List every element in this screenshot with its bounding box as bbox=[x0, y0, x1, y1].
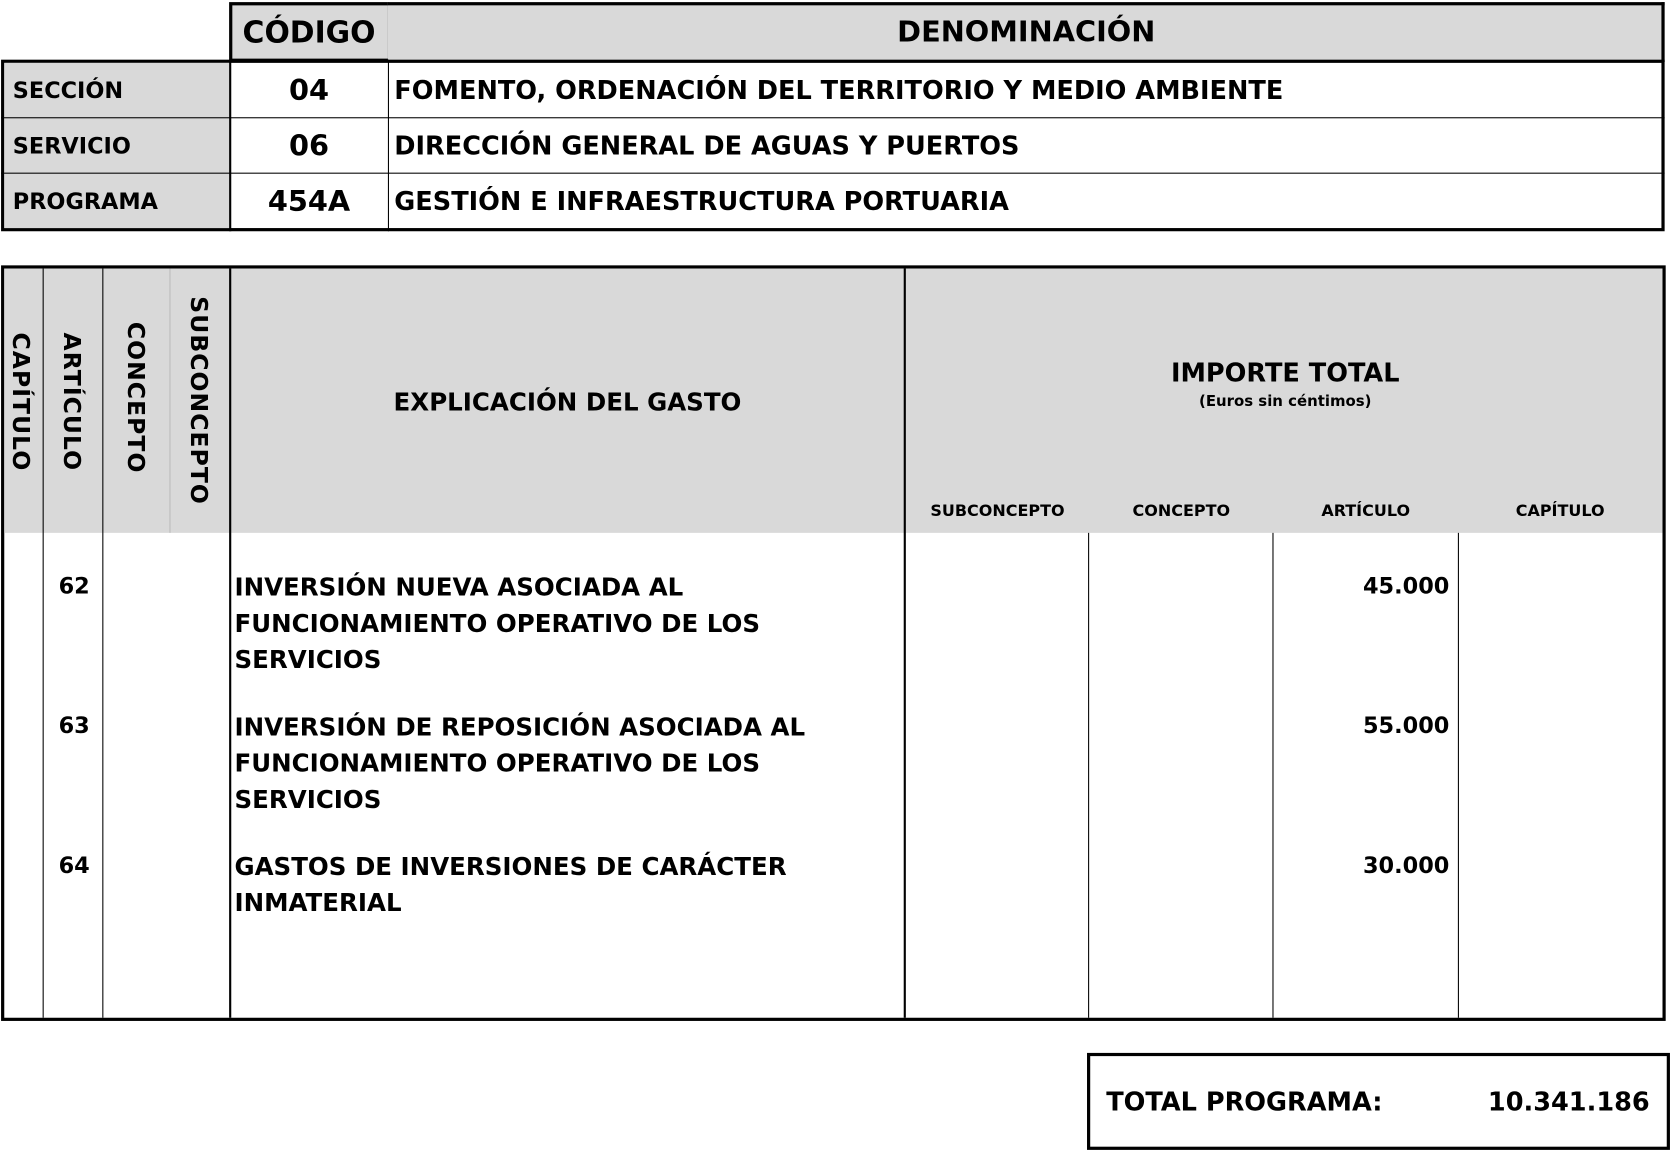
total-value: 10.341.186 bbox=[1487, 1087, 1650, 1117]
row-label: PROGRAMA bbox=[12, 188, 158, 215]
divider bbox=[1272, 533, 1273, 1018]
importe-col-articulo: ARTÍCULO bbox=[1321, 500, 1411, 521]
importe-col-capitulo: CAPÍTULO bbox=[1515, 500, 1605, 521]
col-concepto-header: CONCEPTO bbox=[121, 321, 149, 474]
divider bbox=[1458, 533, 1459, 1018]
row-articulo: 62 bbox=[58, 573, 90, 599]
row-name: DIRECCIÓN GENERAL DE AGUAS Y PUERTOS bbox=[394, 131, 1020, 161]
row-amount-articulo: 45.000 bbox=[1362, 573, 1450, 599]
row-label: SECCIÓN bbox=[12, 77, 124, 104]
importe-total-title: IMPORTE TOTAL bbox=[1170, 358, 1400, 388]
col-explicacion-header: EXPLICACIÓN DEL GASTO bbox=[393, 388, 742, 417]
importe-total-subtitle: (Euros sin céntimos) bbox=[1198, 393, 1372, 411]
row-code: 06 bbox=[289, 129, 330, 163]
importe-col-subconcepto: SUBCONCEPTO bbox=[930, 500, 1065, 521]
row-code: 04 bbox=[289, 74, 330, 108]
total-label: TOTAL PROGRAMA: bbox=[1106, 1087, 1383, 1117]
row-label: SERVICIO bbox=[12, 133, 131, 159]
col-capitulo-header: CAPÍTULO bbox=[6, 332, 34, 472]
row-name: FOMENTO, ORDENACIÓN DEL TERRITORIO Y MEDIO AMBIENTE bbox=[394, 75, 1284, 106]
codigo-header-label: CÓDIGO bbox=[242, 14, 376, 50]
row-description: INVERSIÓN NUEVA ASOCIADA AL FUNCIONAMIENTO OPERATIVO DE LOS SERVICIOS bbox=[234, 574, 761, 675]
row-code: 454A bbox=[267, 184, 351, 218]
row-articulo: 64 bbox=[58, 852, 90, 879]
row-amount-articulo: 55.000 bbox=[1362, 712, 1450, 739]
divider bbox=[43, 269, 44, 1018]
row-amount-articulo: 30.000 bbox=[1362, 852, 1450, 879]
col-subconcepto-header: SUBCONCEPTO bbox=[184, 296, 212, 505]
row-description: INVERSIÓN DE REPOSICIÓN ASOCIADA AL FUNCIONAMIENTO OPERATIVO DE LOS SERVICIOS bbox=[234, 714, 806, 815]
divider bbox=[229, 269, 231, 1018]
row-articulo: 63 bbox=[58, 712, 90, 739]
row-description: GASTOS DE INVERSIONES DE CARÁCTER INMATERIAL bbox=[234, 853, 787, 918]
denominacion-header-label: DENOMINACIÓN bbox=[897, 15, 1156, 49]
importe-col-concepto: CONCEPTO bbox=[1132, 500, 1231, 521]
divider bbox=[169, 269, 170, 533]
col-articulo-header: ARTÍCULO bbox=[57, 332, 85, 472]
row-name: GESTIÓN E INFRAESTRUCTURA PORTUARIA bbox=[394, 186, 1009, 217]
divider bbox=[1088, 533, 1089, 1018]
divider bbox=[102, 269, 103, 1018]
